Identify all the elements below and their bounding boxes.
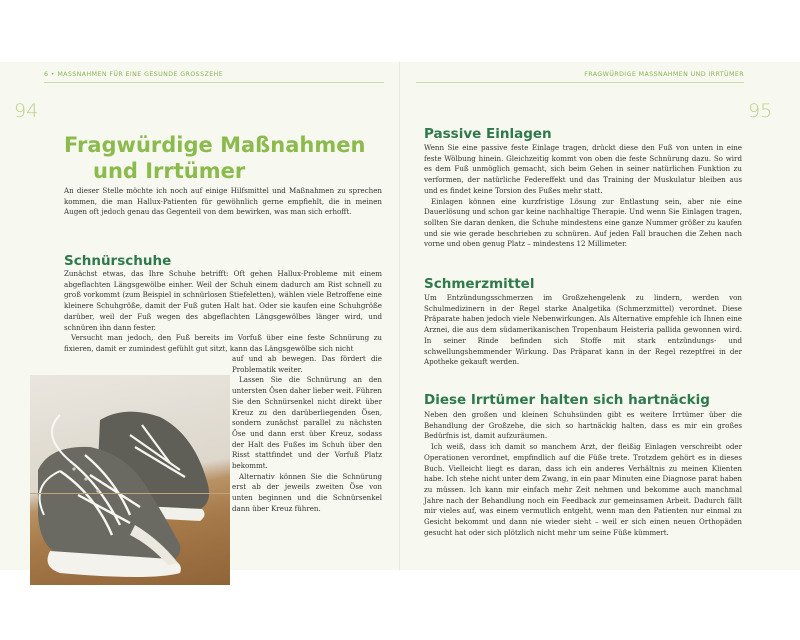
einlagen-text xyxy=(424,143,742,250)
floor-edge xyxy=(30,493,230,494)
irrtuemer-p2: Ich weiß, dass ich damit so manchem Arzt, der fleißig Einlagen verschreibt oder Operationen verordnet, empfindlich auf die Füße trete. Trotzdem gehört es in dieses Buch. Vielleicht liegt es daran, dass ich ein anderes Verhältnis zu meinen Klienten habe. Ich stehe nicht unter dem Zwang, in ein paar Minuten eine Diagnose parat haben zu müssen. Ich kann mir einfach mehr Zeit nehmen und bekomme auch manchmal Jahre nach der Behandlung noch ein Feedback zur gemeinsamen Arbeit. Dadurch fällt mir vieles auf, was einem vermutlich entgeht, wenn man den Patienten nur einmal zu Gesicht bekommt und dann nie wieder sieht – weil er sich einen neuen Orthopäden gesucht hat oder sich plötzlich nicht mehr um seine Füße kümmert. xyxy=(424,442,742,537)
running-head-right: FRAGWÜRDIGE MASSNAHMEN UND IRRTÜMER xyxy=(584,71,744,78)
schnuerschuhe-p2b: auf und ab bewegen. Das fördert die Problematik weiter. xyxy=(232,354,382,374)
chapter-title xyxy=(64,132,394,184)
heading-irrtuemer: Diese Irrtümer halten sich hartnäckig xyxy=(424,392,710,408)
chapter-title-line-2: und Irrtümer xyxy=(93,159,246,183)
einlagen-p2: Einlagen können eine kurzfristige Lösung zur Entlastung sein, aber nie eine Dauerlösung und schon gar keine nachhaltige Therapie. Und wenn Sie Einlagen tragen, sollten Sie daran denken, die Schuhe mindestens eine ganze Nummer größer zu kaufen und sie wie gerade beschrieben zu schnüren. Auf jeden Fall brauchen die Zehen nach vorne und oben genug Platz – mindestens 12 Millimeter. xyxy=(424,196,742,249)
schnuerschuhe-p2a: Versucht man jedoch, den Fuß bereits im Vorfuß über eine feste Schnürung zu fixieren, damit er zumindest gefühlt gut sitzt, kann das Längsgewölbe sich nicht xyxy=(64,333,382,353)
schnuerschuhe-p1: Zunächst etwas, das Ihre Schuhe betrifft: Oft gehen Hallux-Probleme mit einem abgeflachten Längsgewölbe einher. Weil der Schuh einem dadurch am Rist schnell zu groß vorkommt (zum Beispiel in schnürlosen Stiefeletten), wählen viele Betroffene eine kleinere Schuhgröße, damit der Fuß guten Halt hat. Oder sie kaufen eine Schuhgröße darüber, weil der Fuß wegen des abgeflachten Längsgewölbes länger wird, und schnüren ihn dann fester. xyxy=(64,269,382,332)
irrtuemer-p1: Neben den großen und kleinen Schuhsünden gibt es weitere Irrtümer über die Behandlung der Großzehe, die sich so hartnäckig halten, dass es mir ein großes Bedürfnis ist, damit aufzuräumen. xyxy=(424,410,742,441)
schmerzmittel-text xyxy=(424,293,742,368)
intro-paragraph: An dieser Stelle möchte ich noch auf einige Hilfsmittel und Maßnahmen zu sprechen kommen, die man Hallux-Patienten für gewöhnlich gerne empfiehlt, die in meinen Augen oft jedoch genau das Gegenteil von dem bewirken, was man sich erhofft. xyxy=(64,186,382,217)
irrtuemer-text xyxy=(424,410,742,538)
page-number-right: 95 xyxy=(748,100,773,122)
header-rule-right xyxy=(416,82,744,83)
page-number-left: 94 xyxy=(14,100,39,122)
sneaker-photo xyxy=(30,375,230,585)
running-head-left: 6 • MASSNAHMEN FÜR EINE GESUNDE GROSSZEHE xyxy=(44,71,224,78)
header-rule-left xyxy=(44,82,384,83)
schmerzmittel-p1: Um Entzündungsschmerzen im Großzehengelenk zu lindern, werden von Schulmedizinern in der Regel starke Analgetika (Schmerzmittel) verordnet. Diese Präparate haben jedoch viele Nebenwirkungen. Als Alternative empfehle ich Ihnen eine Arznei, die aus dem südamerikanischen Tropenbaum Heisteria pallida gewonnen wird. In seiner Rinde befinden sich Stoffe mit stark entzündungs- und schwellungshemmender Wirkung. Das Präparat kann in der Regel rezeptfrei in der Apotheke gekauft werden. xyxy=(424,293,742,367)
book-spread xyxy=(0,62,800,570)
heading-schmerzmittel: Schmerzmittel xyxy=(424,276,535,292)
heading-schnuerschuhe: Schnürschuhe xyxy=(64,253,172,269)
sneakers-illustration xyxy=(30,375,230,585)
heading-passive-einlagen: Passive Einlagen xyxy=(424,126,552,142)
einlagen-p1: Wenn Sie eine passive feste Einlage tragen, drückt diese den Fuß von unten in eine feste Wölbung hinein. Gleichzeitig kommt von oben die feste Schnürung dazu. So wird es dem Fuß unmöglich gemacht, sich beim Gehen in seiner natürlichen Funktion zu verformen, der natürliche Federeffekt und das Training der Muskulatur bleiben aus und es findet keine Torsion des Fußes mehr statt. xyxy=(424,143,742,195)
schnuerschuhe-p3: Lassen Sie die Schnürung an den untersten Ösen daher lieber weit. Führen Sie den Schnürsenkel nicht direkt über Kreuz zu den darüberliegenden Ösen, sondern zunächst parallel zu nächsten Öse und dann erst über Kreuz, sodass der Halt des Fußes im Schuh über den Risst stattfindet und der Vorfuß Platz bekommt. xyxy=(232,375,382,471)
schnuerschuhe-text-top xyxy=(64,269,382,355)
chapter-title-line-1: Fragwürdige Maßnahmen xyxy=(64,133,366,157)
schnuerschuhe-text-beside-photo xyxy=(232,354,382,515)
schnuerschuhe-p4: Alternativ können Sie die Schnürung erst ab der jeweils zweiten Öse von unten beginnen und die Schnürsenkel dann über Kreuz führen. xyxy=(232,471,382,513)
page-gutter xyxy=(399,62,400,570)
